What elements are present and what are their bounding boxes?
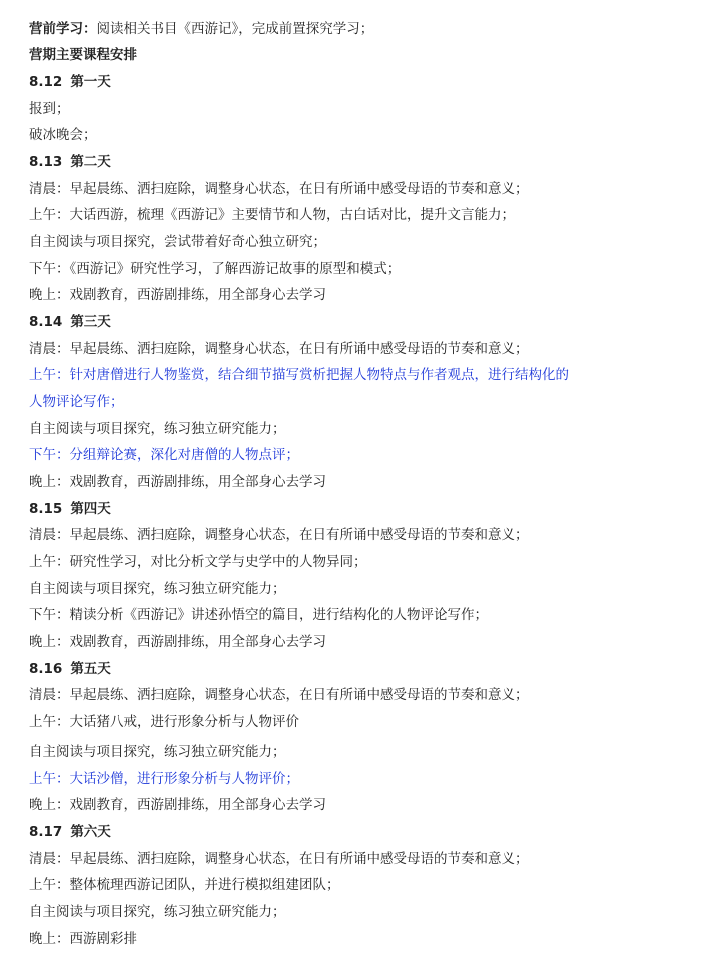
schedule-item: 上午：大话猪八戒，进行形象分析与人物评价 <box>29 714 299 730</box>
intro-text: 阅读相关书目《西游记》，完成前置探究学习； <box>96 21 374 37</box>
day-date: 8.15 <box>29 501 63 517</box>
schedule-item: 报到； <box>29 101 70 117</box>
day-heading <box>29 823 710 841</box>
day-heading <box>29 660 710 678</box>
schedule-item: 自主阅读与项目探究，尝试带着好奇心独立研究； <box>29 234 326 250</box>
schedule-item: 晚上：戏剧教育，西游剧排练，用全部身心去学习 <box>29 797 326 813</box>
schedule-item: 清晨：早起晨练、洒扫庭除，调整身心状态，在日有所诵中感受母语的节奏和意义； <box>29 181 529 197</box>
day-title: 第六天 <box>70 824 111 840</box>
schedule-item-highlighted: 下午：分组辩论赛，深化对唐僧的人物点评； <box>29 447 299 463</box>
day-date: 8.13 <box>29 154 63 170</box>
schedule-item: 清晨：早起晨练、洒扫庭除，调整身心状态，在日有所诵中感受母语的节奏和意义； <box>29 687 529 703</box>
schedule-item: 晚上：西游剧彩排 <box>29 931 137 947</box>
schedule-item: 下午：精读分析《西游记》讲述孙悟空的篇目，进行结构化的人物评论写作； <box>29 607 488 623</box>
schedule-item: 清晨：早起晨练、洒扫庭除，调整身心状态，在日有所诵中感受母语的节奏和意义； <box>29 851 529 867</box>
day-heading <box>29 500 710 518</box>
intro-label: 营前学习： <box>29 21 97 37</box>
schedule-item-highlighted: 上午：针对唐僧进行人物鉴赏，结合细节描写赏析把握人物特点与作者观点，进行结构化的 <box>29 367 569 383</box>
schedule-item: 自主阅读与项目探究，练习独立研究能力； <box>29 744 286 760</box>
schedule-item: 下午：《西游记》研究性学习，了解西游记故事的原型和模式； <box>29 261 401 277</box>
day-title: 第一天 <box>70 74 111 90</box>
day-title: 第三天 <box>70 314 111 330</box>
schedule-item: 上午：大话西游，梳理《西游记》主要情节和人物，古白话对比，提升文言能力； <box>29 207 515 223</box>
day-heading <box>29 153 710 171</box>
schedule-item: 清晨：早起晨练、洒扫庭除，调整身心状态，在日有所诵中感受母语的节奏和意义； <box>29 341 529 357</box>
schedule-item-highlighted: 人物评论写作； <box>29 394 124 410</box>
schedule-item: 晚上：戏剧教育，西游剧排练，用全部身心去学习 <box>29 474 326 490</box>
schedule-item: 清晨：早起晨练、洒扫庭除，调整身心状态，在日有所诵中感受母语的节奏和意义； <box>29 527 529 543</box>
schedule-item: 破冰晚会； <box>29 127 97 143</box>
day-heading <box>29 313 710 331</box>
day-title: 第五天 <box>70 661 111 677</box>
schedule-item-highlighted: 上午：大话沙僧，进行形象分析与人物评价； <box>29 771 299 787</box>
schedule-item: 上午：整体梳理西游记团队，并进行模拟组建团队； <box>29 877 340 893</box>
day-date: 8.16 <box>29 661 63 677</box>
schedule-item: 自主阅读与项目探究，练习独立研究能力； <box>29 581 286 597</box>
day-date: 8.14 <box>29 314 63 330</box>
day-title: 第二天 <box>70 154 111 170</box>
schedule-item: 晚上：戏剧教育，西游剧排练，用全部身心去学习 <box>29 287 326 303</box>
schedule-item: 自主阅读与项目探究，练习独立研究能力； <box>29 904 286 920</box>
day-date: 8.12 <box>29 74 63 90</box>
schedule-item: 自主阅读与项目探究，练习独立研究能力； <box>29 421 286 437</box>
intro-line <box>29 20 710 38</box>
schedule-item: 上午：研究性学习，对比分析文学与史学中的人物异同； <box>29 554 367 570</box>
day-date: 8.17 <box>29 824 63 840</box>
day-title: 第四天 <box>70 501 111 517</box>
schedule-heading: 营期主要课程安排 <box>29 47 137 63</box>
day-heading <box>29 73 710 91</box>
schedule-item: 晚上：戏剧教育，西游剧排练，用全部身心去学习 <box>29 634 326 650</box>
